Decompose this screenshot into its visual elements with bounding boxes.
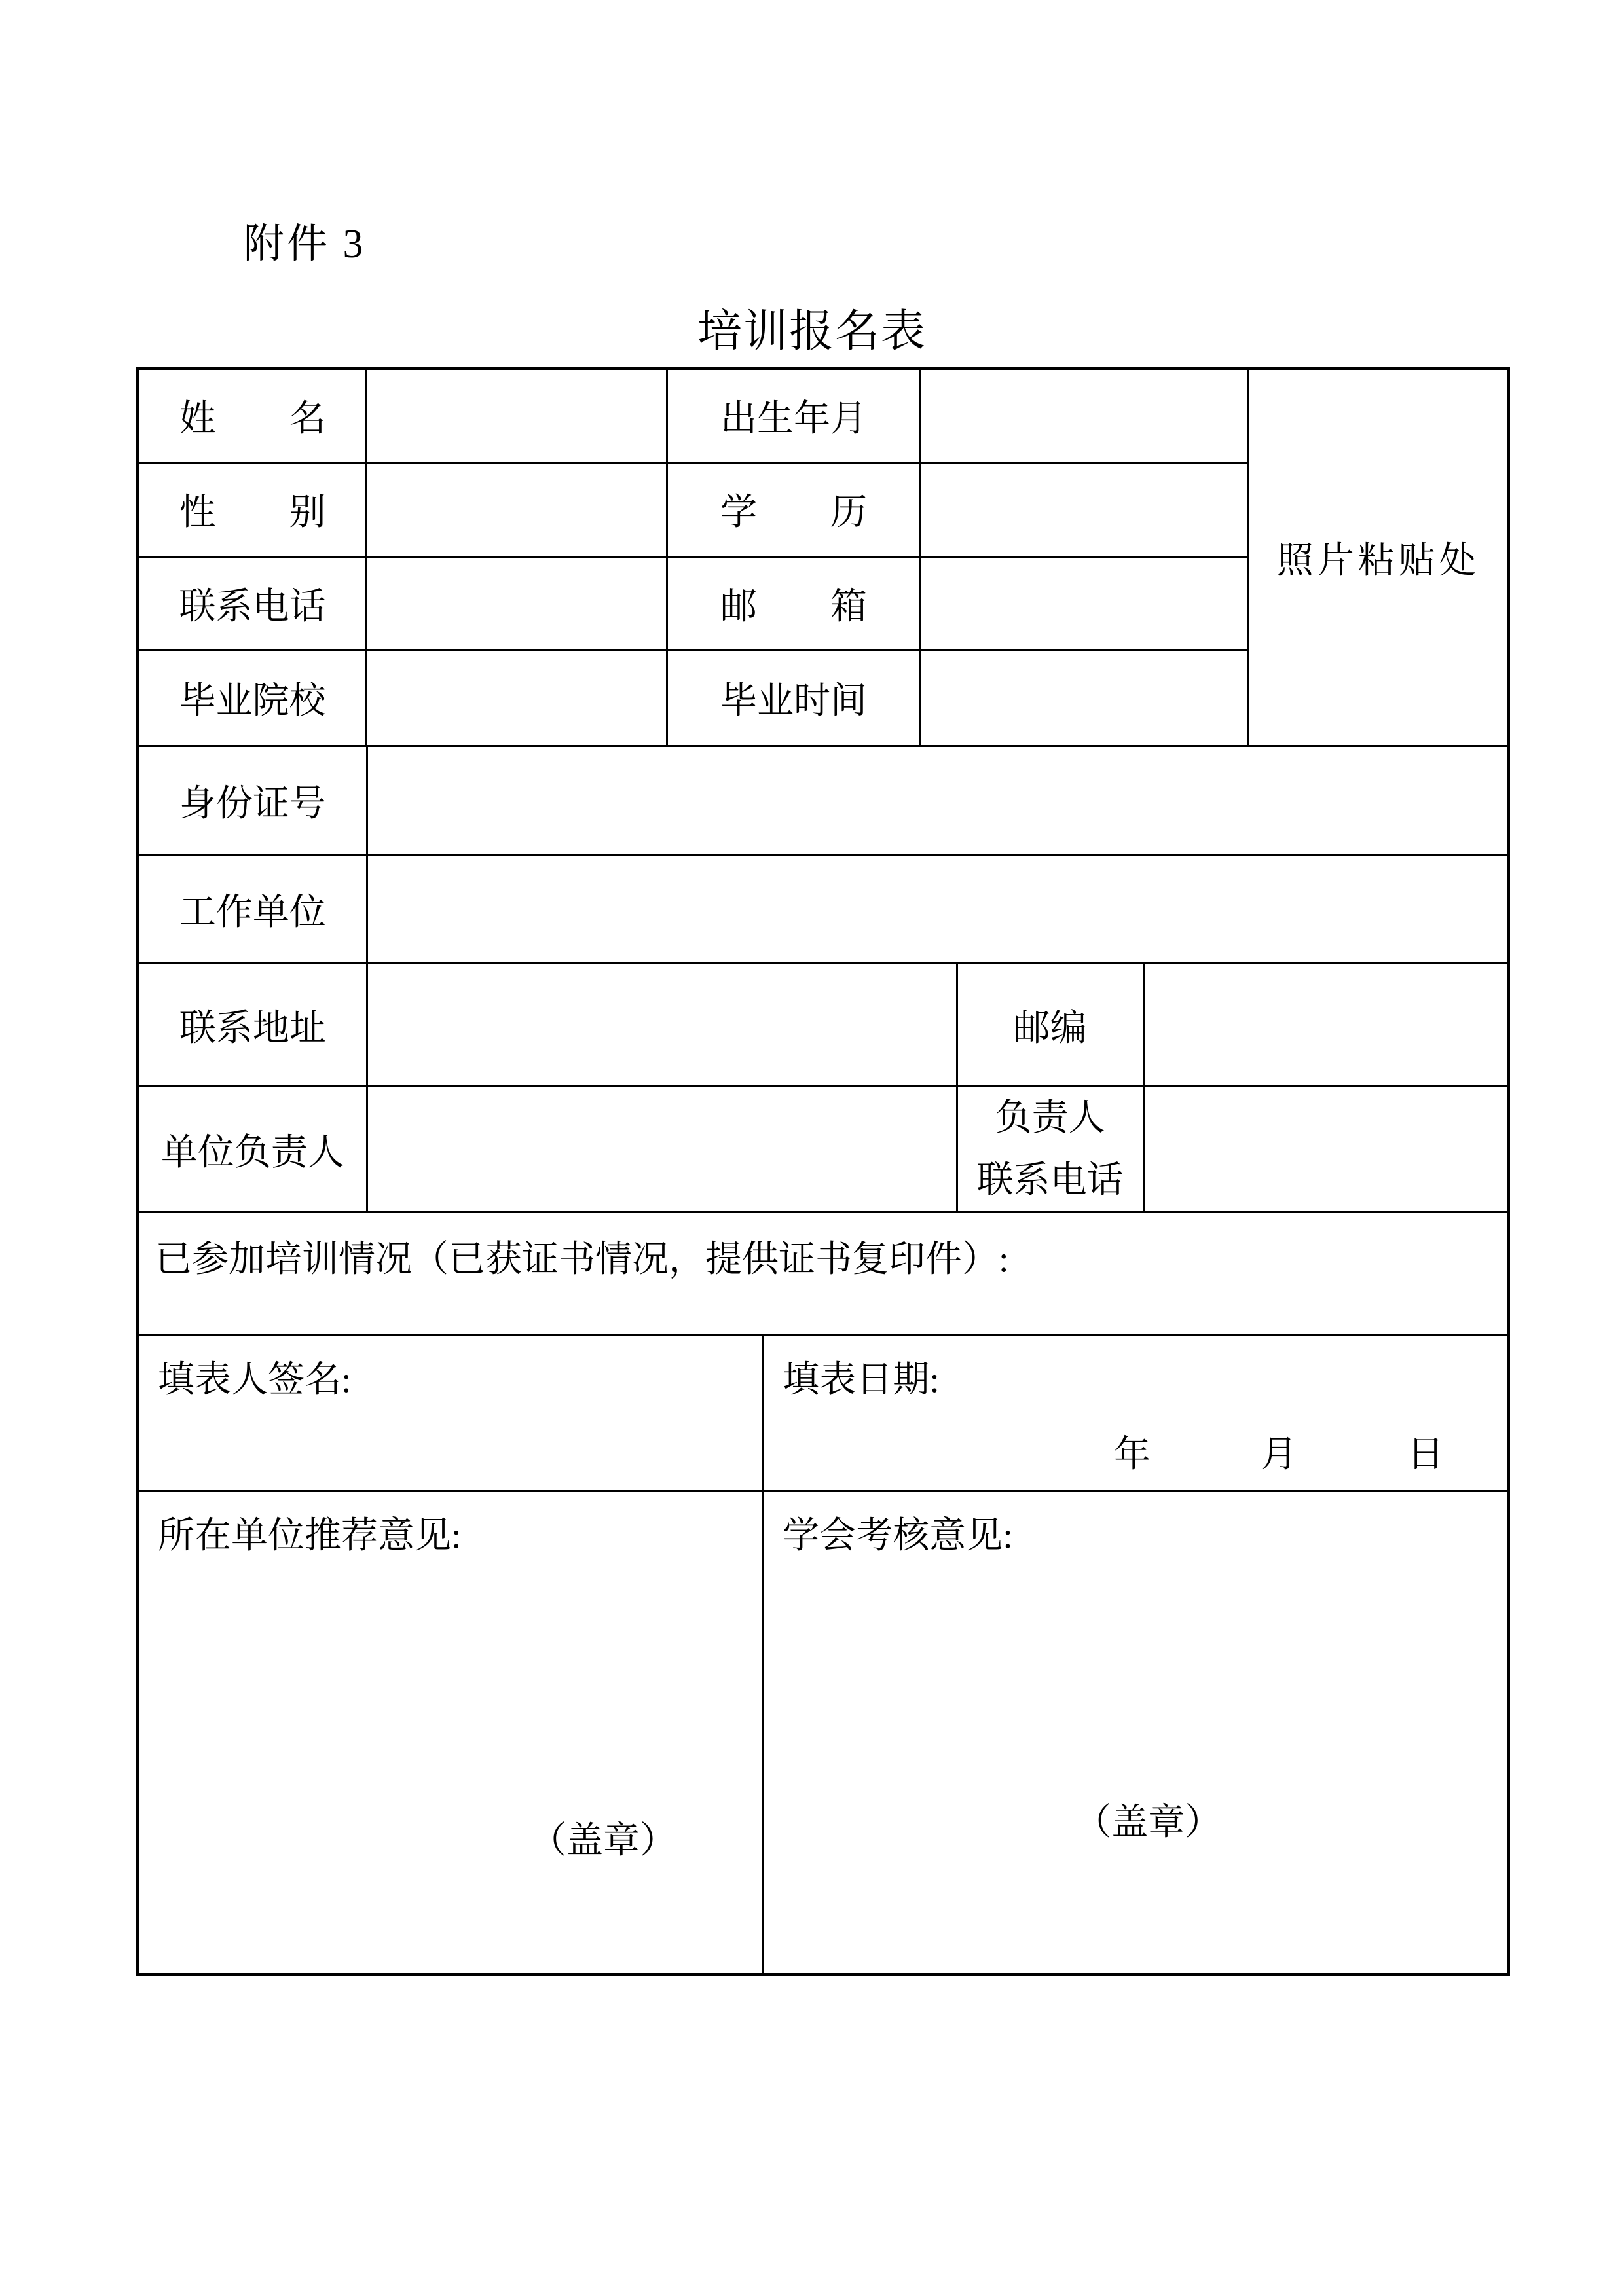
table-row <box>139 1213 1507 1336</box>
seal-placeholder-right: （盖章） <box>1075 1802 1222 1843</box>
form-title: 培训报名表 <box>697 306 927 356</box>
unit-opinion-cell[interactable] <box>139 1492 764 1973</box>
seal-placeholder-left: （盖章） <box>530 1821 676 1861</box>
signature-label: 填表人签名: <box>158 1360 352 1400</box>
head-phone-label-line2: 联系电话 <box>976 1159 1124 1201</box>
table-row <box>139 1087 1507 1213</box>
email-value-cell[interactable] <box>921 558 1247 649</box>
school-label-cell: 毕业院校 <box>139 651 367 745</box>
personal-info-band <box>139 370 1507 747</box>
address-value-cell[interactable] <box>368 964 958 1085</box>
id-number-label-cell: 身份证号 <box>139 747 368 854</box>
school-value-cell[interactable] <box>367 651 667 745</box>
grad-time-value-cell[interactable] <box>921 651 1247 745</box>
table-row <box>139 1492 1507 1973</box>
table-row <box>139 651 1247 745</box>
training-history-label: 已参加培训情况（已获证书情况，提供证书复印件）: <box>155 1239 1009 1280</box>
table-row <box>139 1336 1507 1492</box>
unit-opinion-label: 所在单位推荐意见: <box>158 1516 462 1556</box>
head-phone-label-cell <box>958 1087 1145 1211</box>
signature-cell[interactable] <box>139 1336 764 1490</box>
name-value-cell[interactable] <box>367 370 667 462</box>
table-row <box>139 856 1507 964</box>
postcode-label-cell: 邮编 <box>958 964 1145 1085</box>
phone-value-cell[interactable] <box>367 558 667 649</box>
phone-label-cell: 联系电话 <box>139 558 367 649</box>
email-label-cell: 邮 箱 <box>668 558 922 649</box>
work-unit-label-cell: 工作单位 <box>139 856 368 962</box>
birth-label-cell: 出生年月 <box>668 370 922 462</box>
fill-date-label: 填表日期: <box>783 1360 940 1400</box>
birth-value-cell[interactable] <box>921 370 1247 462</box>
training-history-cell[interactable] <box>139 1213 1507 1334</box>
head-phone-label-line1: 负责人 <box>995 1098 1105 1139</box>
table-row <box>139 964 1507 1087</box>
personal-info-grid <box>139 370 1249 745</box>
gender-value-cell[interactable] <box>367 464 667 555</box>
table-row <box>139 464 1247 557</box>
unit-head-label-cell: 单位负责人 <box>139 1087 368 1211</box>
table-row <box>139 558 1247 651</box>
address-label-cell: 联系地址 <box>139 964 368 1085</box>
work-unit-value-cell[interactable] <box>368 856 1507 962</box>
head-phone-value-cell[interactable] <box>1145 1087 1507 1211</box>
table-row <box>139 370 1247 464</box>
date-ymd-placeholder: 年 月 日 <box>1113 1434 1444 1475</box>
unit-head-value-cell[interactable] <box>368 1087 958 1211</box>
gender-label-cell: 性 别 <box>139 464 367 555</box>
grad-time-label-cell: 毕业时间 <box>668 651 922 745</box>
society-opinion-label: 学会考核意见: <box>783 1516 1013 1556</box>
fill-date-cell[interactable] <box>764 1336 1507 1490</box>
photo-paste-cell: 照片粘贴处 <box>1276 540 1480 581</box>
education-label-cell: 学 历 <box>668 464 922 555</box>
id-number-value-cell[interactable] <box>368 747 1507 854</box>
table-row <box>139 747 1507 856</box>
registration-form-table <box>136 367 1510 1976</box>
attachment-note: 附件 3 <box>244 222 366 266</box>
name-label-cell: 姓 名 <box>139 370 367 462</box>
society-opinion-cell[interactable] <box>764 1492 1507 1973</box>
postcode-value-cell[interactable] <box>1145 964 1507 1085</box>
education-value-cell[interactable] <box>921 464 1247 555</box>
